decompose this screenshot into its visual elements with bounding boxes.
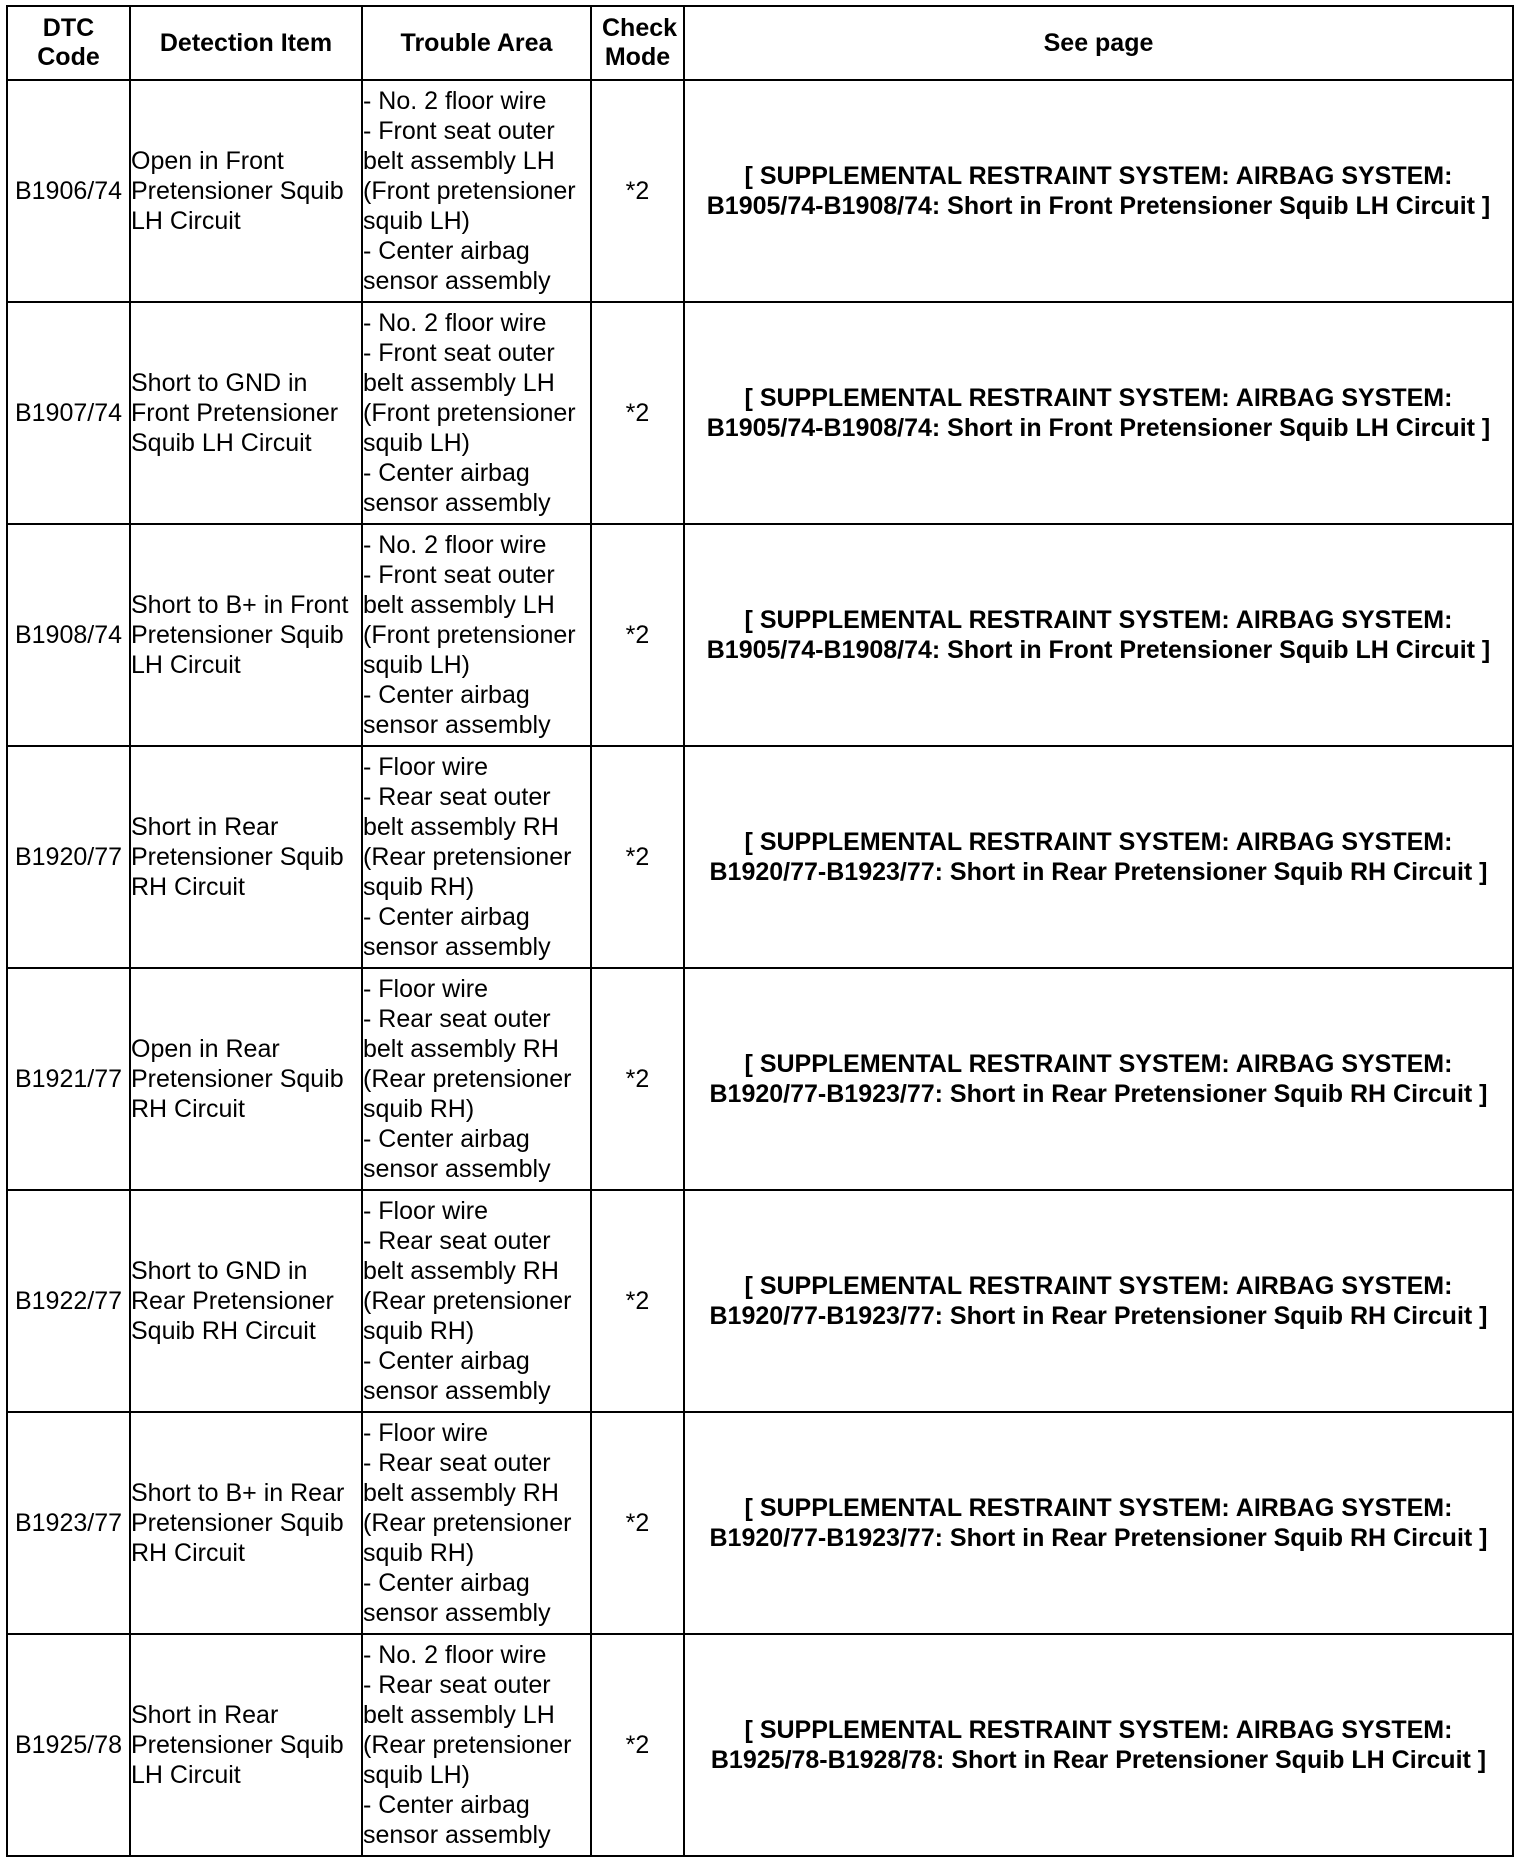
trouble-area-cell: - No. 2 floor wire - Front seat outer belt assembly LH (Front pretensioner squib LH) - Center airbag sensor assembly xyxy=(362,524,591,746)
see-page-link[interactable]: [ SUPPLEMENTAL RESTRAINT SYSTEM: AIRBAG SYSTEM: B1920/77-B1923/77: Short in Rear Pretensioner Squib RH Circuit ] xyxy=(684,968,1513,1190)
dtc-code-cell: B1906/74 xyxy=(7,80,130,302)
trouble-area-cell: - Floor wire - Rear seat outer belt assembly RH (Rear pretensioner squib RH) - Center airbag sensor assembly xyxy=(362,1190,591,1412)
check-mode-cell: *2 xyxy=(591,1634,684,1856)
dtc-table xyxy=(6,5,1514,1857)
check-mode-cell: *2 xyxy=(591,746,684,968)
check-mode-cell: *2 xyxy=(591,1190,684,1412)
header-row xyxy=(7,6,1513,80)
header-see-page: See page xyxy=(684,6,1513,80)
header-check-mode: Check Mode xyxy=(591,6,684,80)
check-mode-cell: *2 xyxy=(591,968,684,1190)
trouble-area-cell: - Floor wire - Rear seat outer belt assembly RH (Rear pretensioner squib RH) - Center airbag sensor assembly xyxy=(362,1412,591,1634)
header-trouble-area: Trouble Area xyxy=(362,6,591,80)
see-page-link[interactable]: [ SUPPLEMENTAL RESTRAINT SYSTEM: AIRBAG SYSTEM: B1920/77-B1923/77: Short in Rear Pretensioner Squib RH Circuit ] xyxy=(684,746,1513,968)
dtc-code-cell: B1923/77 xyxy=(7,1412,130,1634)
check-mode-cell: *2 xyxy=(591,80,684,302)
detection-item-cell: Short to B+ in Front Pretensioner Squib LH Circuit xyxy=(130,524,362,746)
table-row xyxy=(7,524,1513,746)
trouble-area-cell: - No. 2 floor wire - Rear seat outer belt assembly LH (Rear pretensioner squib LH) - Center airbag sensor assembly xyxy=(362,1634,591,1856)
trouble-area-cell: - Floor wire - Rear seat outer belt assembly RH (Rear pretensioner squib RH) - Center airbag sensor assembly xyxy=(362,968,591,1190)
detection-item-cell: Short in Rear Pretensioner Squib LH Circuit xyxy=(130,1634,362,1856)
check-mode-cell: *2 xyxy=(591,524,684,746)
trouble-area-cell: - Floor wire - Rear seat outer belt assembly RH (Rear pretensioner squib RH) - Center airbag sensor assembly xyxy=(362,746,591,968)
detection-item-cell: Open in Front Pretensioner Squib LH Circuit xyxy=(130,80,362,302)
dtc-code-cell: B1922/77 xyxy=(7,1190,130,1412)
see-page-link[interactable]: [ SUPPLEMENTAL RESTRAINT SYSTEM: AIRBAG SYSTEM: B1925/78-B1928/78: Short in Rear Pretensioner Squib LH Circuit ] xyxy=(684,1634,1513,1856)
check-mode-cell: *2 xyxy=(591,1412,684,1634)
dtc-code-cell: B1925/78 xyxy=(7,1634,130,1856)
table-header xyxy=(7,6,1513,80)
table-row xyxy=(7,1190,1513,1412)
dtc-code-cell: B1920/77 xyxy=(7,746,130,968)
header-detection-item: Detection Item xyxy=(130,6,362,80)
see-page-link[interactable]: [ SUPPLEMENTAL RESTRAINT SYSTEM: AIRBAG SYSTEM: B1905/74-B1908/74: Short in Front Pretensioner Squib LH Circuit ] xyxy=(684,524,1513,746)
dtc-code-cell: B1921/77 xyxy=(7,968,130,1190)
table-row xyxy=(7,746,1513,968)
dtc-code-cell: B1908/74 xyxy=(7,524,130,746)
trouble-area-cell: - No. 2 floor wire - Front seat outer belt assembly LH (Front pretensioner squib LH) - Center airbag sensor assembly xyxy=(362,302,591,524)
see-page-link[interactable]: [ SUPPLEMENTAL RESTRAINT SYSTEM: AIRBAG SYSTEM: B1905/74-B1908/74: Short in Front Pretensioner Squib LH Circuit ] xyxy=(684,302,1513,524)
table-row xyxy=(7,302,1513,524)
check-mode-cell: *2 xyxy=(591,302,684,524)
table-body xyxy=(7,80,1513,1856)
table-row xyxy=(7,1412,1513,1634)
detection-item-cell: Open in Rear Pretensioner Squib RH Circuit xyxy=(130,968,362,1190)
see-page-link[interactable]: [ SUPPLEMENTAL RESTRAINT SYSTEM: AIRBAG SYSTEM: B1905/74-B1908/74: Short in Front Pretensioner Squib LH Circuit ] xyxy=(684,80,1513,302)
see-page-link[interactable]: [ SUPPLEMENTAL RESTRAINT SYSTEM: AIRBAG SYSTEM: B1920/77-B1923/77: Short in Rear Pretensioner Squib RH Circuit ] xyxy=(684,1190,1513,1412)
table-row xyxy=(7,1634,1513,1856)
detection-item-cell: Short to GND in Front Pretensioner Squib LH Circuit xyxy=(130,302,362,524)
dtc-code-cell: B1907/74 xyxy=(7,302,130,524)
table-row xyxy=(7,80,1513,302)
trouble-area-cell: - No. 2 floor wire - Front seat outer belt assembly LH (Front pretensioner squib LH) - Center airbag sensor assembly xyxy=(362,80,591,302)
detection-item-cell: Short to GND in Rear Pretensioner Squib RH Circuit xyxy=(130,1190,362,1412)
header-dtc-code: DTC Code xyxy=(7,6,130,80)
table-row xyxy=(7,968,1513,1190)
see-page-link[interactable]: [ SUPPLEMENTAL RESTRAINT SYSTEM: AIRBAG SYSTEM: B1920/77-B1923/77: Short in Rear Pretensioner Squib RH Circuit ] xyxy=(684,1412,1513,1634)
detection-item-cell: Short in Rear Pretensioner Squib RH Circuit xyxy=(130,746,362,968)
detection-item-cell: Short to B+ in Rear Pretensioner Squib RH Circuit xyxy=(130,1412,362,1634)
